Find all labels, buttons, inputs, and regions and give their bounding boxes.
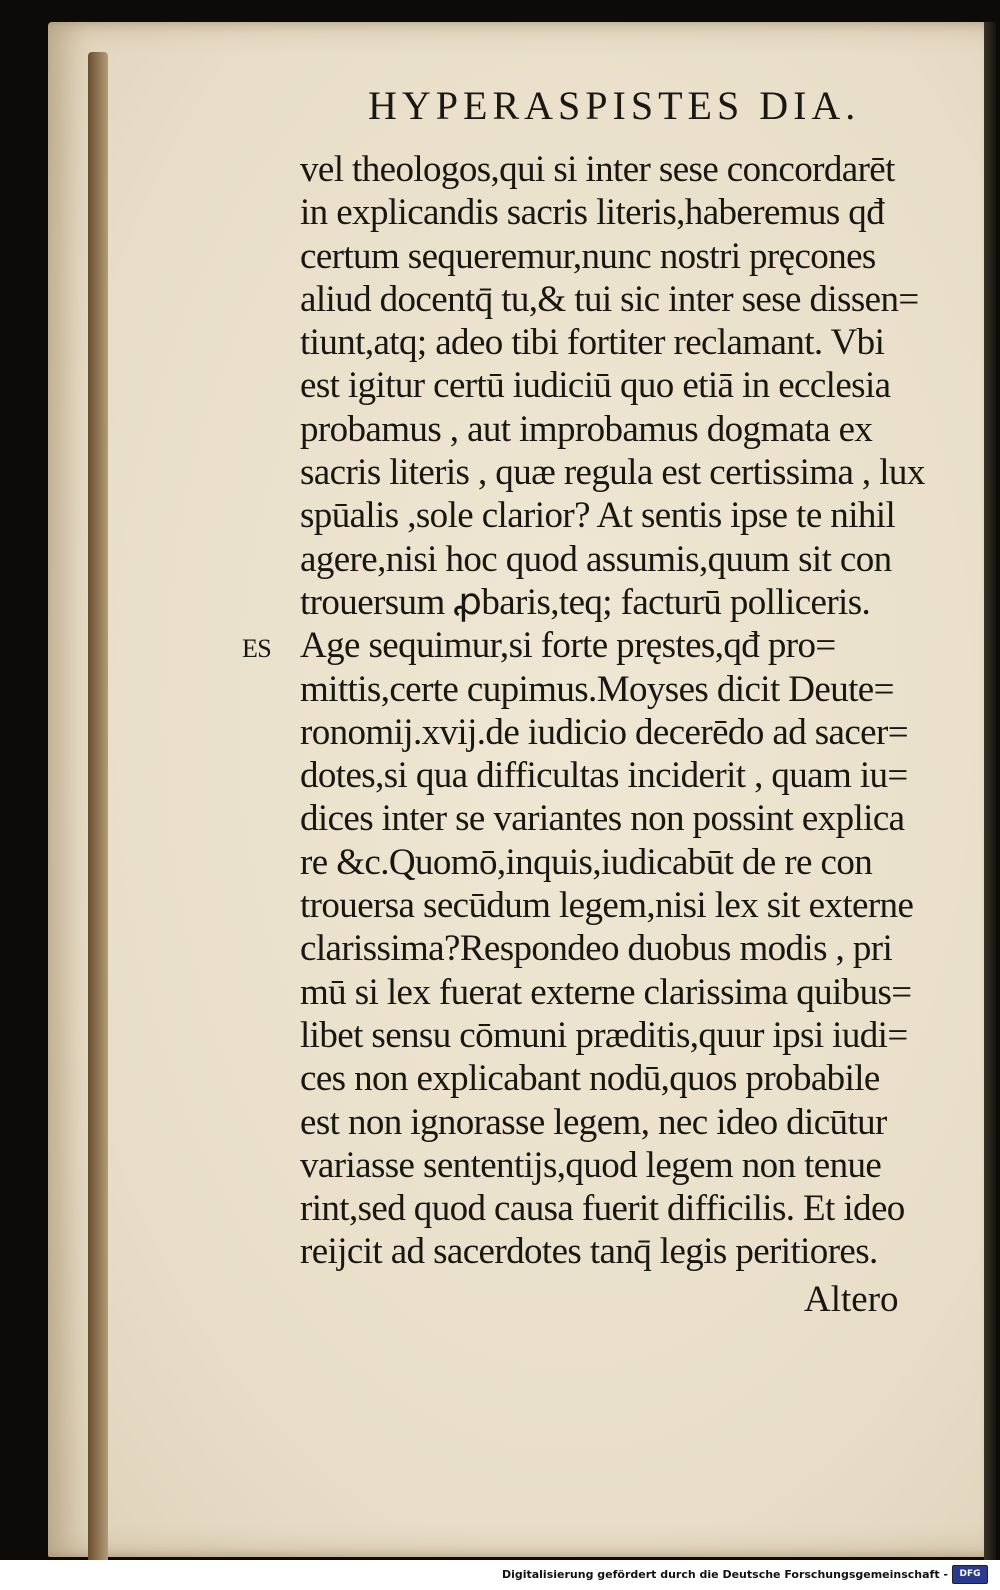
text-line xyxy=(242,884,950,927)
text-line xyxy=(242,1101,950,1144)
text-line xyxy=(242,841,950,884)
text-line xyxy=(242,1187,950,1230)
line-text: spūalis ,sole clarior? At sentis ipse te nihil xyxy=(300,495,896,537)
text-line xyxy=(242,711,950,754)
line-text: rint,sed quod causa fuerit difficilis. Et ideo xyxy=(300,1188,905,1230)
line-text: clarissima?Respondeo duobus modis , pri xyxy=(300,928,893,970)
footer-bar xyxy=(0,1560,1000,1590)
text-line xyxy=(242,1014,950,1057)
funding-notice: Digitalisierung gefördert durch die Deutsche Forschungsgemeinschaft - xyxy=(501,1568,948,1581)
line-text: sacris literis , quæ regula est certissima , lux xyxy=(300,452,925,494)
text-line xyxy=(242,1230,950,1273)
line-text: Age sequimur,si forte pręstes,qđ pro= xyxy=(300,625,836,667)
line-text: probamus , aut improbamus dogmata ex xyxy=(300,408,873,450)
text-line xyxy=(242,668,950,711)
text-line xyxy=(242,754,950,797)
dfg-logo[interactable]: DFG xyxy=(952,1565,988,1584)
text-line xyxy=(242,494,950,537)
text-block xyxy=(242,148,950,1274)
line-text: reijcit ad sacerdotes tanq̄ legis peritiores. xyxy=(300,1231,878,1273)
line-text: tiunt,atq; adeo tibi fortiter reclamant. Vbi xyxy=(300,322,885,364)
text-line xyxy=(242,321,950,364)
margin-note: ES xyxy=(242,634,272,664)
text-line xyxy=(242,235,950,278)
line-text: variasse sententijs,quod legem non tenue xyxy=(300,1144,882,1186)
line-text: est igitur certū iudiciū quo etiā in ecclesia xyxy=(300,365,891,407)
text-line xyxy=(242,278,950,321)
text-line xyxy=(242,581,950,624)
line-text: trouersum ꝓbaris,teq; facturū polliceris. xyxy=(300,581,871,623)
text-line xyxy=(242,538,950,581)
line-text: ces non explicabant nodū,quos probabile xyxy=(300,1058,880,1100)
text-line xyxy=(242,1144,950,1187)
page-edge xyxy=(984,22,996,1582)
text-line xyxy=(242,797,950,840)
line-text: certum sequeremur,nunc nostri pręcones xyxy=(300,235,876,277)
running-header: HYPERASPISTES DIA. xyxy=(368,83,861,128)
line-text: mittis,certe cupimus.Moyses dicit Deute= xyxy=(300,668,894,710)
text-line xyxy=(242,148,950,191)
line-text: libet sensu cōmuni præditis,quur ipsi iudi= xyxy=(300,1014,908,1056)
text-line xyxy=(242,1057,950,1100)
catchword: Altero xyxy=(804,1279,899,1320)
text-line xyxy=(242,451,950,494)
line-text: trouersa secūdum legem,nisi lex sit externe xyxy=(300,885,914,927)
text-line xyxy=(242,624,950,667)
line-text: agere,nisi hoc quod assumis,quum sit con xyxy=(300,538,892,580)
text-line xyxy=(242,971,950,1014)
line-text: dotes,si qua difficultas inciderit , quam iu= xyxy=(300,755,908,797)
line-text: dices inter se variantes non possint explica xyxy=(300,798,905,840)
text-line xyxy=(242,927,950,970)
line-text: re &c.Quomō,inquis,iudicabūt de re con xyxy=(300,841,873,883)
text-line xyxy=(242,191,950,234)
line-text: mū si lex fuerat externe clarissima quibus= xyxy=(300,971,912,1013)
page-gutter xyxy=(88,52,108,1572)
text-line xyxy=(242,408,950,451)
line-text: ronomij.xvij.de iudicio decerēdo ad sacer= xyxy=(300,711,908,753)
text-line xyxy=(242,364,950,407)
line-text: in explicandis sacris literis,haberemus qđ xyxy=(300,192,885,234)
line-text: vel theologos,qui si inter sese concordarēt xyxy=(300,149,895,190)
line-text: est non ignorasse legem, nec ideo dicūtur xyxy=(300,1101,887,1143)
line-text: aliud docentq̄ tu,& tui sic inter sese dissen= xyxy=(300,278,919,320)
